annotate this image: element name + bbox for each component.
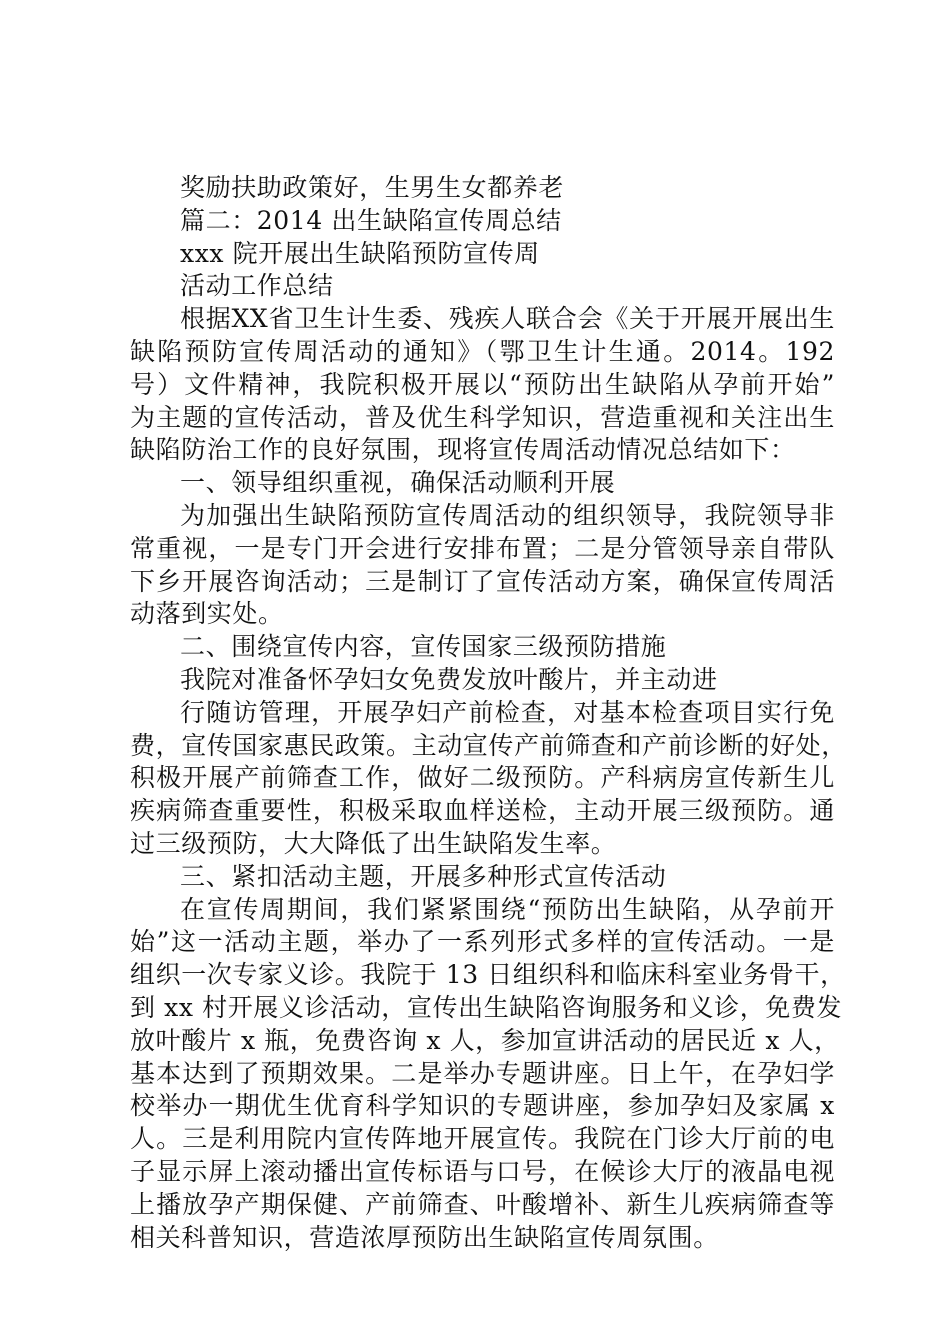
document-body	[130, 172, 847, 1254]
text-line: 动落到实处。	[130, 599, 284, 629]
text-line: 常重视，一是专门开会进行安排布置；二是分管领导亲自带队	[130, 533, 835, 563]
text-line: 积极开展产前筛查工作，做好二级预防。产科病房宣传新生儿	[130, 763, 835, 793]
text-line: 相关科普知识，营造浓厚预防出生缺陷宣传周氛围。	[130, 1222, 719, 1252]
text-line: 在宣传周期间，我们紧紧围绕“预防出生缺陷，从孕前开	[180, 894, 835, 924]
text-line: 始”这一活动主题，举办了一系列形式多样的宣传活动。一是	[130, 927, 835, 957]
text-line: 为主题的宣传活动，普及优生科学知识，营造重视和关注出生	[130, 402, 835, 432]
text-line: 下乡开展咨询活动；三是制订了宣传活动方案，确保宣传周活	[130, 566, 835, 596]
text-line: 疾病筛查重要性，积极采取血样送检，主动开展三级预防。通	[130, 796, 835, 826]
text-line: xxx 院开展出生缺陷预防宣传周	[180, 238, 540, 268]
text-line: 行随访管理，开展孕妇产前检查，对基本检查项目实行免	[180, 697, 835, 727]
text-line: 一、领导组织重视，确保活动顺利开展	[180, 468, 616, 498]
text-line: 根据XX省卫生计生委、残疾人联合会《关于开展开展出生	[180, 304, 835, 334]
text-line: 缺陷预防宣传周活动的通知》（鄂卫生计生通。2014。192	[130, 336, 835, 366]
text-line: 过三级预防，大大降低了出生缺陷发生率。	[130, 828, 617, 858]
text-line: 上播放孕产期保健、产前筛查、叶酸增补、新生儿疾病筛查等	[130, 1189, 835, 1219]
text-line: 缺陷防治工作的良好氛围，现将宣传周活动情况总结如下：	[130, 435, 796, 465]
text-line: 基本达到了预期效果。二是举办专题讲座。日上午，在孕妇学	[130, 1058, 835, 1088]
text-line: 为加强出生缺陷预防宣传周活动的组织领导，我院领导非	[180, 500, 835, 530]
text-line: 子显示屏上滚动播出宣传标语与口号，在候诊大厅的液晶电视	[130, 1156, 835, 1186]
text-line: 放叶酸片 x 瓶，免费咨询 x 人，参加宣讲活动的居民近 x 人，	[130, 1025, 840, 1055]
text-line: 组织一次专家义诊。我院于 13 日组织科和临床科室业务骨干，	[130, 960, 846, 990]
text-line: 校举办一期优生优育科学知识的专题讲座，参加孕妇及家属 x	[130, 1091, 835, 1121]
text-line: 奖励扶助政策好，生男生女都养老	[180, 173, 565, 202]
text-line: 我院对准备怀孕妇女免费发放叶酸片，并主动进	[180, 664, 718, 694]
text-line: 号）文件精神，我院积极开展以“预防出生缺陷从孕前开始”	[130, 369, 835, 399]
text-line: 活动工作总结	[180, 271, 334, 301]
text-line: 三、紧扣活动主题，开展多种形式宣传活动	[180, 861, 667, 891]
text-line: 篇二：2014 出生缺陷宣传周总结	[180, 205, 562, 235]
text-line: 二、围绕宣传内容，宣传国家三级预防措施	[180, 632, 667, 662]
text-line: 到 xx 村开展义诊活动，宣传出生缺陷咨询服务和义诊，免费发	[130, 992, 843, 1022]
text-line: 费，宣传国家惠民政策。主动宣传产前筛查和产前诊断的好处，	[130, 730, 847, 760]
text-line: 人。三是利用院内宣传阵地开展宣传。我院在门诊大厅前的电	[130, 1124, 835, 1154]
